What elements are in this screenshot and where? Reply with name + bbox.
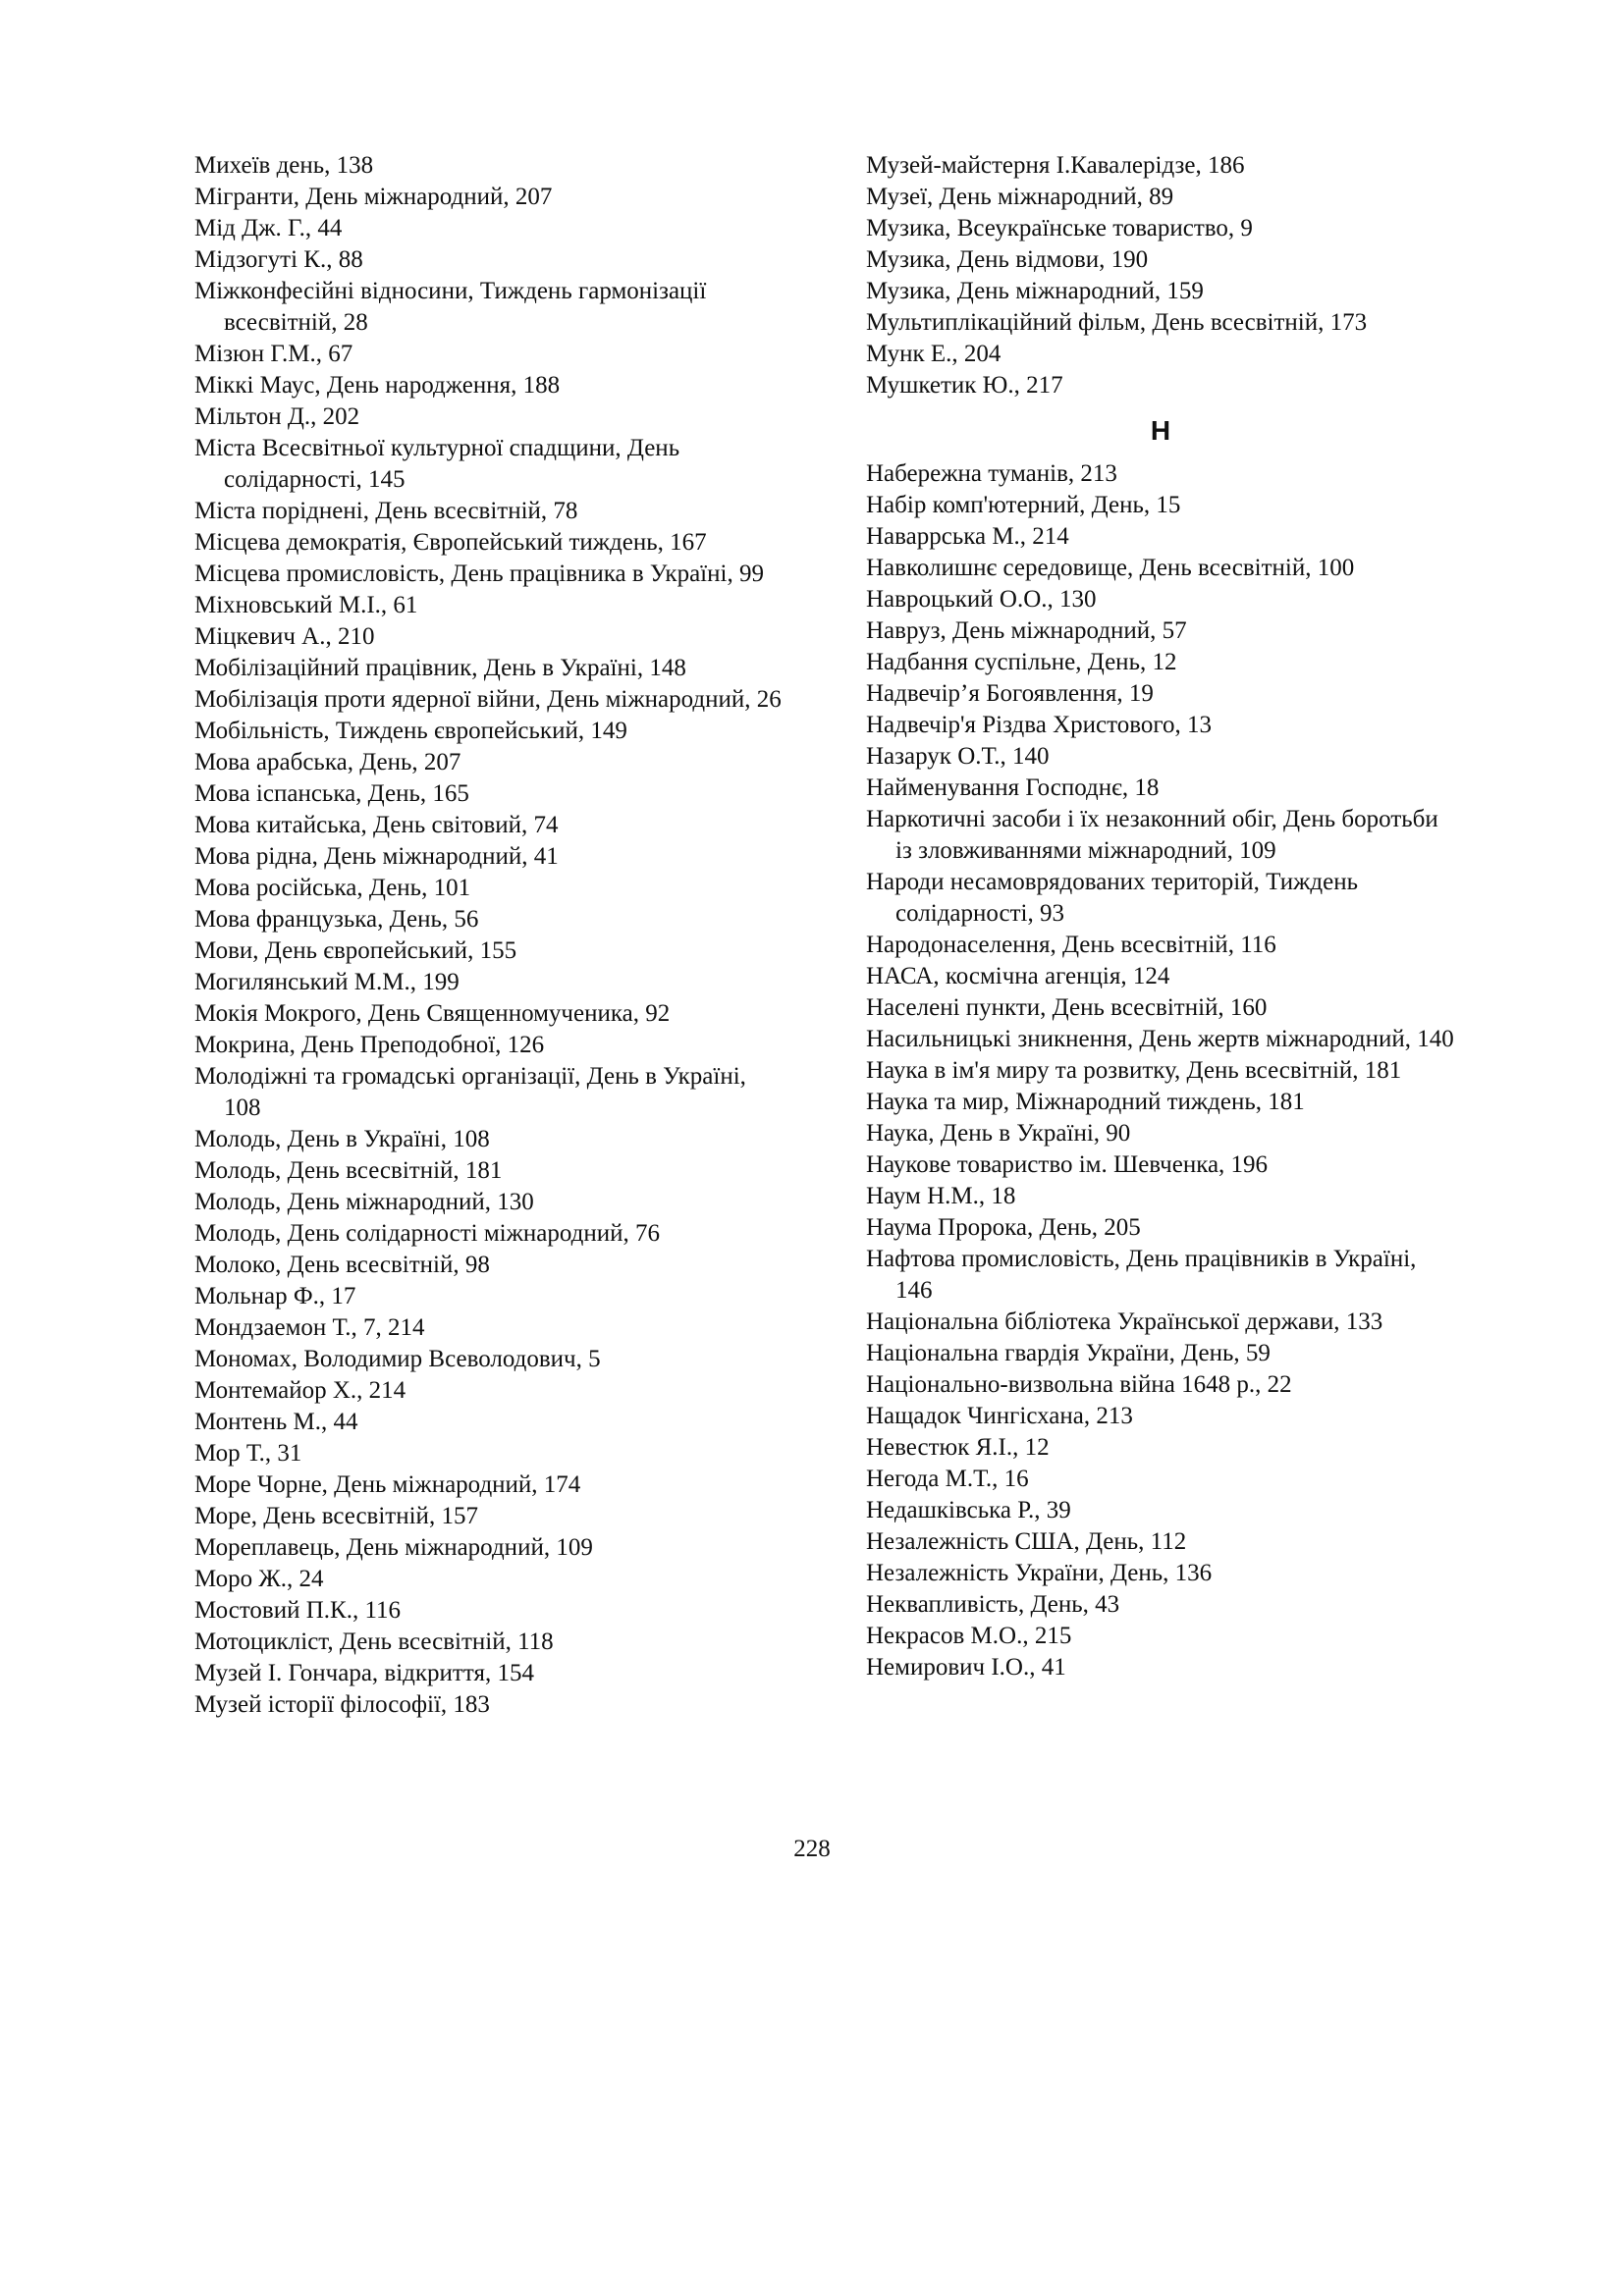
index-entry: Надвечір'я Різдва Христового, 13 <box>866 712 1212 738</box>
index-entry: Мізюн Г.М., 67 <box>194 341 353 367</box>
index-entry: Могилянський М.М., 199 <box>194 969 460 995</box>
index-entry: Мова китайська, День світовий, 74 <box>194 812 559 838</box>
index-entry: Міста поріднені, День всесвітній, 78 <box>194 498 578 524</box>
index-entry: Мореплавець, День міжнародний, 109 <box>194 1534 593 1561</box>
index-entry: Мова французька, День, 56 <box>194 906 479 933</box>
index-entry: Місцева демократія, Європейський тиждень, 167 <box>194 529 707 556</box>
index-entry: Навруз, День міжнародний, 57 <box>866 617 1187 644</box>
index-entry: Мономах, Володимир Всеволодович, 5 <box>194 1346 601 1372</box>
section-letter-heading: Н <box>1150 415 1171 446</box>
index-entry: Місцева промисловість, День працівника в Україні, 99 <box>194 561 764 587</box>
index-entry: Мотоцикліст, День всесвітній, 118 <box>194 1629 554 1655</box>
index-column-right <box>866 150 1455 1683</box>
index-entry: Мови, День європейський, 155 <box>194 937 517 964</box>
index-entry: Музика, День відмови, 190 <box>866 246 1149 273</box>
index-entry: Набір комп'ютерний, День, 15 <box>866 492 1181 518</box>
index-entry: Мова іспанська, День, 165 <box>194 780 469 807</box>
index-entry: Наука в ім'я миру та розвитку, День всесвітній, 181 <box>866 1057 1402 1084</box>
index-entry: Музей-майстерня І.Кавалерідзе, 186 <box>866 152 1245 179</box>
index-entry: Наука та мир, Міжнародний тиждень, 181 <box>866 1089 1305 1115</box>
index-entry: Навколишнє середовище, День всесвітній, 100 <box>866 555 1355 581</box>
index-entry: Незалежність України, День, 136 <box>866 1560 1213 1586</box>
index-entry: Молодь, День міжнародний, 130 <box>194 1189 534 1215</box>
index-entry: Монтемайор Х., 214 <box>194 1377 406 1404</box>
index-group-n <box>866 458 1455 1683</box>
index-entry: Мід Дж. Г., 44 <box>194 215 343 241</box>
index-entry: Музей історії філософії, 183 <box>194 1691 490 1718</box>
index-entry: Неквапливість, День, 43 <box>866 1591 1120 1618</box>
index-entry: Назарук О.Т., 140 <box>866 743 1050 770</box>
index-entry: Некрасов М.О., 215 <box>866 1623 1072 1649</box>
index-entry: Надбання суспільне, День, 12 <box>866 649 1177 675</box>
index-entry: Молоко, День всесвітній, 98 <box>194 1252 490 1278</box>
index-entry: Музей І. Гончара, відкриття, 154 <box>194 1660 534 1686</box>
index-entry: Мова російська, День, 101 <box>194 875 471 901</box>
index-entry: Мокрина, День Преподобної, 126 <box>194 1032 545 1058</box>
index-entry: Населені пункти, День всесвітній, 160 <box>866 994 1268 1021</box>
index-entry: Наума Пророка, День, 205 <box>866 1214 1141 1241</box>
index-entry: Недашківська Р., 39 <box>866 1497 1071 1523</box>
page-number: 228 <box>793 1836 831 1862</box>
index-entry: Насильницькі зникнення, День жертв міжнародний, 140 <box>866 1026 1454 1052</box>
index-entry: Нащадок Чингісхана, 213 <box>866 1403 1133 1429</box>
index-entry: НАСА, космічна агенція, 124 <box>866 963 1170 989</box>
index-entry: Музика, День міжнародний, 159 <box>866 278 1204 304</box>
index-entry: Набережна туманів, 213 <box>866 460 1117 487</box>
index-entry: Мобілізація проти ядерної війни, День міжнародний, 26 <box>194 686 782 713</box>
index-entry: Мостовий П.К., 116 <box>194 1597 402 1624</box>
index-column-left <box>194 150 784 1721</box>
index-entry: Мільтон Д., 202 <box>194 403 360 430</box>
index-entry: Мобільність, Тиждень європейський, 149 <box>194 718 627 744</box>
index-entry: Надвечір’я Богоявлення, 19 <box>866 680 1154 707</box>
index-entry: Наум Н.М., 18 <box>866 1183 1016 1209</box>
index-entry: Невестюк Я.І., 12 <box>866 1434 1050 1461</box>
index-entry: Мольнар Ф., 17 <box>194 1283 356 1309</box>
index-entry: Мультиплікаційний фільм, День всесвітній, 173 <box>866 309 1368 336</box>
index-entry: Мідзогуті К., 88 <box>194 246 363 273</box>
index-entry: Мунк Е., 204 <box>866 341 1001 367</box>
index-entry: Нафтова промисловість, День працівників в Україні, 146 <box>866 1246 1417 1304</box>
index-entry: Мова рідна, День міжнародний, 41 <box>194 843 559 870</box>
index-entry: Молодь, День солідарності міжнародний, 76 <box>194 1220 661 1247</box>
index-group-m-continued <box>866 150 1455 401</box>
index-entry: Негода М.Т., 16 <box>866 1466 1029 1492</box>
index-entry: Національна гвардія України, День, 59 <box>866 1340 1271 1366</box>
index-entry: Мокія Мокрого, День Священномученика, 92 <box>194 1000 671 1027</box>
index-entry: Море, День всесвітній, 157 <box>194 1503 478 1529</box>
index-entry: Монтень М., 44 <box>194 1409 358 1435</box>
index-entry: Міжконфесійні відносини, Тиждень гармонізації всесвітній, 28 <box>194 278 707 336</box>
index-entry: Молодь, День всесвітній, 181 <box>194 1157 503 1184</box>
index-entry: Наукове товариство ім. Шевченка, 196 <box>866 1151 1269 1178</box>
index-entry: Національна бібліотека Української держави, 133 <box>866 1308 1383 1335</box>
index-entry: Немирович І.О., 41 <box>866 1654 1066 1681</box>
index-entry: Музеї, День міжнародний, 89 <box>866 184 1174 210</box>
index-entry: Найменування Господнє, 18 <box>866 774 1160 801</box>
index-entry: Наркотичні засоби і їх незаконний обіг, День боротьби із зловживаннями міжнародний, 109 <box>866 806 1438 864</box>
index-entry: Міцкевич А., 210 <box>194 623 375 650</box>
index-entry: Мова арабська, День, 207 <box>194 749 461 775</box>
index-entry: Море Чорне, День міжнародний, 174 <box>194 1471 581 1498</box>
index-entry: Молодь, День в Україні, 108 <box>194 1126 490 1152</box>
index-entry: Михеїв день, 138 <box>194 152 374 179</box>
index-entry: Мондзаемон Т., 7, 214 <box>194 1314 425 1341</box>
index-entry: Навроцький О.О., 130 <box>866 586 1097 613</box>
index-entry: Мобілізаційний працівник, День в Україні, 148 <box>194 655 686 681</box>
index-entry: Міккі Маус, День народження, 188 <box>194 372 561 399</box>
index-entry: Мігранти, День міжнародний, 207 <box>194 184 553 210</box>
index-entry: Народи несамоврядованих територій, Тиждень солідарності, 93 <box>866 869 1359 927</box>
index-entry: Музика, Всеукраїнське товариство, 9 <box>866 215 1253 241</box>
index-entry: Молодіжні та громадські організації, День в Україні, 108 <box>194 1063 746 1121</box>
index-entry: Міхновський М.І., 61 <box>194 592 418 618</box>
index-entry: Міста Всесвітньої культурної спадщини, День солідарності, 145 <box>194 435 680 493</box>
index-entry: Національно-визвольна війна 1648 р., 22 <box>866 1371 1292 1398</box>
index-entry: Незалежність США, День, 112 <box>866 1528 1187 1555</box>
index-entry: Мушкетик Ю., 217 <box>866 372 1063 399</box>
index-entry: Наваррська М., 214 <box>866 523 1069 550</box>
index-entry: Мор Т., 31 <box>194 1440 302 1467</box>
index-entry: Народонаселення, День всесвітній, 116 <box>866 932 1276 958</box>
index-entry: Наука, День в Україні, 90 <box>866 1120 1131 1147</box>
index-entry: Моро Ж., 24 <box>194 1566 324 1592</box>
